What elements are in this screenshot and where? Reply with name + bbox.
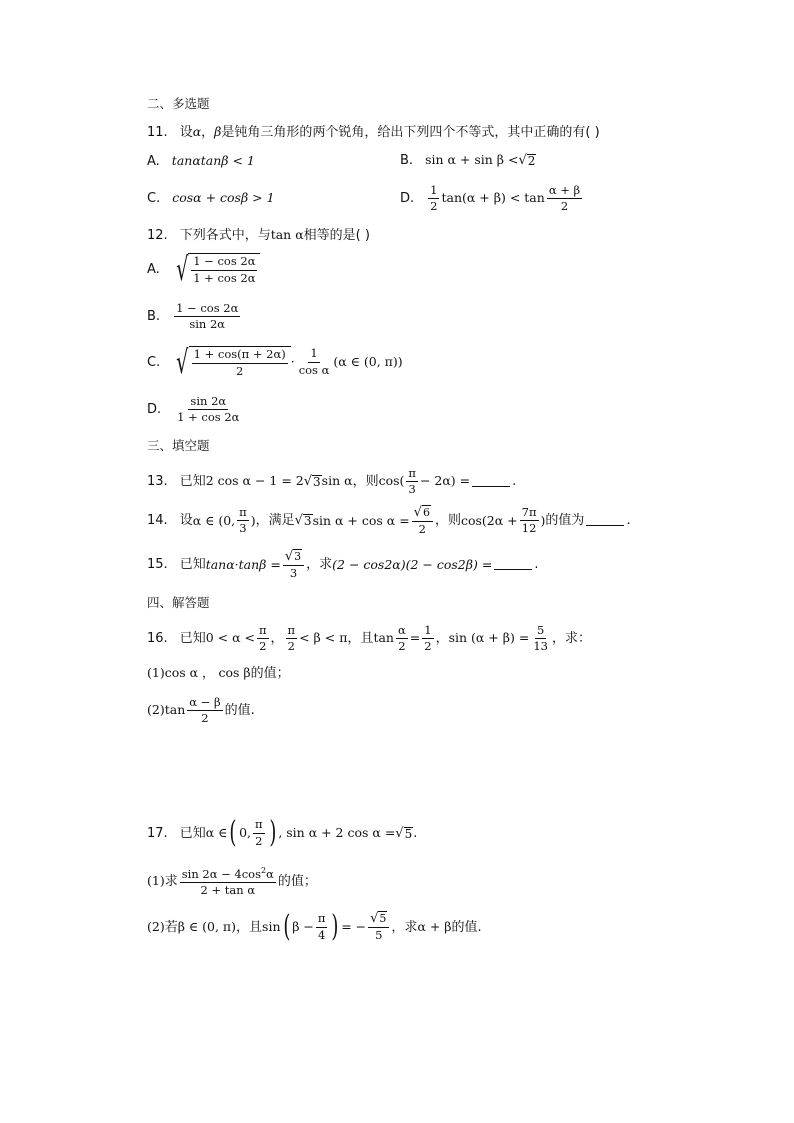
question-17-part-2-domain: β ∈ (0, π) <box>177 918 237 934</box>
fraction-7pi-over-12: $\frac{7\pi}{12}$ <box>521 505 537 536</box>
fraction-alpha-minus-beta-over-2: α − β 2 <box>189 695 221 726</box>
option-a-sqrt: √ 1 − cos 2α 1 + cos 2α <box>172 253 261 285</box>
question-16-ask: ，求： <box>551 631 591 647</box>
option-c-domain: (α ∈ (0, π)) <box>333 353 403 369</box>
option-c-math: cosα + cosβ > 1 <box>172 190 275 206</box>
question-15 <box>147 550 538 580</box>
fraction-alpha-plus-beta-over-2: α + β 2 <box>548 183 581 214</box>
period: . <box>626 513 631 529</box>
comma: ， <box>270 631 284 647</box>
period: . <box>512 474 517 490</box>
question-15-expr: tanα·tanβ = <box>205 556 281 572</box>
question-17-part-2-expr: α + β <box>417 918 452 934</box>
question-12-stem <box>147 229 370 242</box>
answer-blank[interactable] <box>586 515 624 526</box>
question-16-cond1: 0 < α < <box>205 630 255 646</box>
fraction-sqrt6-over-2: $\frac{√6}{2}$ <box>412 506 433 536</box>
fraction-alpha-over-2: $\frac{\alpha}{2}$ <box>397 623 406 654</box>
question-11-option-c[interactable] <box>147 192 275 205</box>
question-12-option-a[interactable] <box>147 250 260 288</box>
question-16-part-2 <box>147 696 255 725</box>
question-14-satisfy: ，满足 <box>255 513 295 529</box>
part-label: (1) <box>147 873 165 889</box>
comma: ， <box>435 631 449 647</box>
option-label: B. <box>400 153 414 168</box>
question-13-sin: sin α <box>321 473 353 489</box>
question-17-part-1 <box>147 866 317 897</box>
question-17-sqrt5: √ 5 <box>395 825 413 841</box>
question-17-stem <box>147 815 418 850</box>
question-16-part-1-math: cos α ， cos β <box>164 665 251 681</box>
question-11-alpha: α <box>192 124 202 140</box>
right-paren: ) <box>331 909 339 944</box>
question-12-text-start: 下列各式中，与 <box>179 228 271 243</box>
question-15-expr2: (2 − cos2α)(2 − cos2β) = <box>332 556 493 572</box>
question-12-number: 12. <box>147 228 168 243</box>
question-14-value-is: 的值为 <box>545 513 585 529</box>
question-13 <box>147 467 516 496</box>
option-label: D. <box>147 402 162 418</box>
question-11-text-start: 设 <box>179 125 193 140</box>
option-label: C. <box>147 354 161 370</box>
question-17-part-2-sin: sin <box>262 918 281 934</box>
question-16-cond2: < β < π <box>299 630 348 646</box>
section-solution-heading: 四、解答题 <box>147 595 210 610</box>
equals: = <box>409 630 421 646</box>
option-a-math: tanαtanβ < 1 <box>171 153 255 169</box>
question-15-given: 已知 <box>179 557 206 573</box>
question-13-equation: 2 cos α − 1 = 2 <box>205 473 304 489</box>
question-17-part-2-tail: 的值. <box>451 919 482 935</box>
part-label: (2) <box>147 702 165 718</box>
question-11-comma: ， <box>201 125 215 140</box>
question-12-option-d[interactable] <box>147 395 243 424</box>
period: . <box>534 557 539 573</box>
option-label: A. <box>147 154 160 169</box>
question-13-given: 已知 <box>179 474 206 490</box>
fraction-pi-over-3: π 3 <box>239 505 247 536</box>
question-16-stem <box>147 624 591 653</box>
question-16-part-1-tail: 的值； <box>250 666 290 681</box>
option-label: C. <box>147 191 161 206</box>
fraction-one-half: 1 2 <box>430 183 438 214</box>
answer-blank[interactable] <box>494 559 532 570</box>
question-13-sqrt3: √ 3 <box>303 474 321 490</box>
option-d-fraction: sin 2α 1 + cos 2α <box>177 394 240 425</box>
fraction-pi-over-4: $\frac{\pi}{4}$ <box>317 911 326 942</box>
question-14-equation: sin α + cos α = <box>312 512 410 528</box>
question-13-then: ，则 <box>352 474 379 490</box>
question-17-part-2-ask: ，求 <box>391 919 418 935</box>
question-17-number: 17. <box>147 825 168 841</box>
fraction-sqrt5-over-5: $\frac{√5}{5}$ <box>368 912 389 942</box>
question-17-part-2 <box>147 909 482 944</box>
part-label: (1) <box>147 665 165 681</box>
question-14-number: 14. <box>147 513 168 529</box>
fraction-pi-over-2: π 2 <box>287 623 296 654</box>
question-17-part-1-tail: 的值； <box>277 874 317 890</box>
section-fill-blank-heading: 三、填空题 <box>147 438 210 453</box>
left-paren: ( <box>229 815 237 850</box>
equals-minus: = − <box>341 918 367 934</box>
section-multi-choice-heading: 二、多选题 <box>147 96 210 111</box>
question-11-stem <box>147 126 600 139</box>
option-c-sqrt: √ 1 + cos(π + 2α) 2 <box>172 346 290 378</box>
question-14-sqrt3: √ 3 <box>294 513 312 529</box>
question-17-equation: , sin α + 2 cos α = <box>278 824 396 840</box>
option-c-dot: · <box>290 353 295 369</box>
option-c-fraction: 1 cos α <box>298 346 330 377</box>
question-14 <box>147 506 631 536</box>
question-11-text: 是钝角三角形的两个锐角，给出下列四个不等式，其中正确的有( ) <box>221 125 600 140</box>
question-13-number: 13. <box>147 474 168 490</box>
question-16-part-2-tan: tan <box>164 702 186 718</box>
question-16-sin: sin (α + β) = <box>448 630 530 646</box>
question-16-part-1 <box>147 667 290 680</box>
question-16-number: 16. <box>147 631 168 647</box>
question-16-tan: tan <box>373 630 394 646</box>
fraction-pi-over-2: π 2 <box>255 817 263 848</box>
part-label: (2) <box>147 918 165 934</box>
answer-blank[interactable] <box>472 476 510 487</box>
close-paren: ) <box>540 512 546 528</box>
option-label: B. <box>147 309 161 325</box>
question-17-part-2-if: 若 <box>164 919 178 935</box>
question-12-option-c[interactable] <box>147 343 403 381</box>
question-12-text-end: 相等的是( ) <box>303 228 370 243</box>
question-17-zero: 0, <box>239 824 252 840</box>
close-paren: ) <box>250 512 256 528</box>
question-16-part-2-tail: 的值. <box>224 703 255 719</box>
option-b-math: sin α + sin β < <box>425 152 519 168</box>
question-17-in: α ∈ <box>205 824 228 840</box>
question-12-tan: tan α <box>270 227 304 243</box>
question-15-number: 15. <box>147 557 168 573</box>
question-14-cos: cos(2α + <box>460 512 518 528</box>
question-11-beta: β <box>214 124 222 140</box>
question-17-given: 已知 <box>179 825 206 841</box>
question-15-ask: ，求 <box>306 557 333 573</box>
question-11-option-a[interactable] <box>147 155 255 168</box>
question-17-part-2-inner: β − <box>292 918 314 934</box>
fraction-pi-over-2: π 2 <box>258 623 267 654</box>
option-label: D. <box>400 191 415 207</box>
question-11-option-b[interactable] <box>400 154 536 167</box>
question-11-number: 11. <box>147 125 168 140</box>
question-14-let: 设 <box>179 513 193 529</box>
question-17-part-2-and: ，且 <box>236 919 263 935</box>
question-14-domain: α ∈ (0, <box>192 512 236 528</box>
option-label: A. <box>147 261 160 277</box>
question-13-cos: cos( <box>378 473 405 489</box>
question-17-part-1-fraction: $\sin 2\alpha - 4\cos^2\alpha$ 2 + tan α <box>181 866 274 898</box>
option-b-sqrt: √ 2 <box>518 153 536 168</box>
period: . <box>413 825 418 841</box>
left-paren: ( <box>282 909 290 944</box>
fraction-pi-over-3: π 3 <box>408 466 416 497</box>
question-11-option-d[interactable] <box>400 184 584 213</box>
option-d-math: tan(α + β) < tan <box>441 190 545 206</box>
question-16-and: ，且 <box>347 631 374 647</box>
fraction-5-over-13: $\frac{5}{13}$ <box>533 623 548 654</box>
question-17-part-1-ask: 求 <box>164 874 178 890</box>
right-paren: ) <box>268 815 276 850</box>
question-14-then: ，则 <box>434 513 461 529</box>
fraction-one-half: $\frac{1}{2}$ <box>424 623 432 654</box>
question-12-option-b[interactable] <box>147 302 242 331</box>
question-13-tail: − 2α) = <box>419 473 471 489</box>
fraction-sqrt3-over-3: $\frac{√3}{3}$ <box>283 550 304 580</box>
option-b-fraction: 1 − cos 2α sin 2α <box>176 301 239 332</box>
question-16-given: 已知 <box>179 631 206 647</box>
